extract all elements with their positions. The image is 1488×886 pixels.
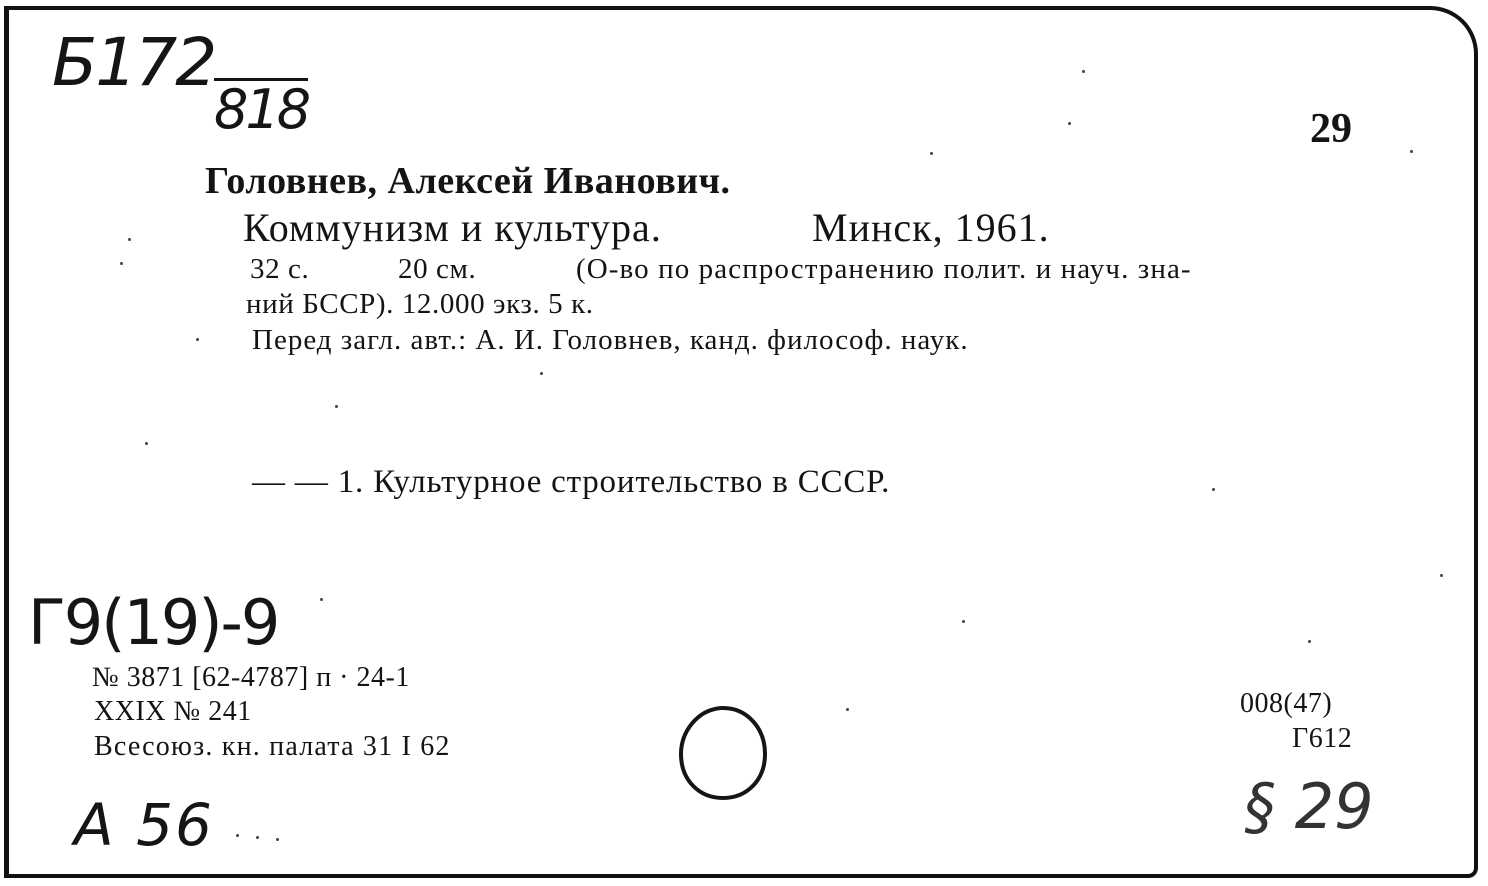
scan-speck	[540, 372, 543, 375]
publisher-start: (О-во по распространению полит. и науч. зна-	[576, 253, 1192, 285]
scan-speck	[236, 834, 239, 837]
class-code: 008(47)	[1240, 688, 1333, 719]
scan-speck	[276, 838, 279, 841]
handwritten-bottom-left-mark: А 56	[74, 791, 214, 859]
record-volume-line: XXIX № 241	[94, 696, 252, 727]
scan-speck	[320, 598, 323, 601]
scan-speck	[1410, 150, 1413, 153]
handwritten-bottom-right-mark: § 29	[1244, 770, 1374, 843]
cutter-code: Г612	[1292, 723, 1353, 754]
card-number: 29	[1310, 106, 1352, 152]
subject-heading: — — 1. Культурное строительство в СССР.	[252, 464, 891, 500]
title-line: Коммунизм и культура.	[243, 205, 662, 250]
scan-speck	[145, 442, 148, 445]
record-chamber-line: Всесоюз. кн. палата 31 I 62	[94, 731, 451, 762]
author-note: Перед загл. авт.: А. И. Головнев, канд. философ. наук.	[252, 324, 969, 356]
scan-speck	[196, 338, 199, 341]
scan-speck	[256, 836, 259, 839]
handwritten-class-mark: Г9(19)-9	[28, 586, 279, 659]
scan-speck	[1440, 574, 1443, 577]
scan-speck	[962, 620, 965, 623]
scan-speck	[846, 708, 849, 711]
scan-speck	[1212, 488, 1215, 491]
handwritten-shelf-mark: Б172	[52, 24, 216, 101]
handwritten-shelf-mark-sub: 818	[214, 78, 309, 141]
author-heading: Головнев, Алексей Иванович.	[205, 160, 731, 202]
scan-speck	[930, 152, 933, 155]
publisher-continued: ний БССР). 12.000 экз. 5 к.	[246, 288, 594, 320]
scan-speck	[1068, 122, 1071, 125]
scan-speck	[120, 262, 123, 265]
scan-speck	[1308, 640, 1311, 643]
scan-speck	[128, 238, 131, 241]
stamp-circle	[677, 704, 769, 802]
scan-speck	[335, 405, 338, 408]
scan-speck	[1082, 70, 1085, 73]
record-number-line: № 3871 [62-4787] п · 24-1	[92, 662, 410, 693]
pages: 32 с.	[250, 253, 310, 285]
size: 20 см.	[398, 253, 477, 285]
place-year: Минск, 1961.	[812, 205, 1050, 250]
